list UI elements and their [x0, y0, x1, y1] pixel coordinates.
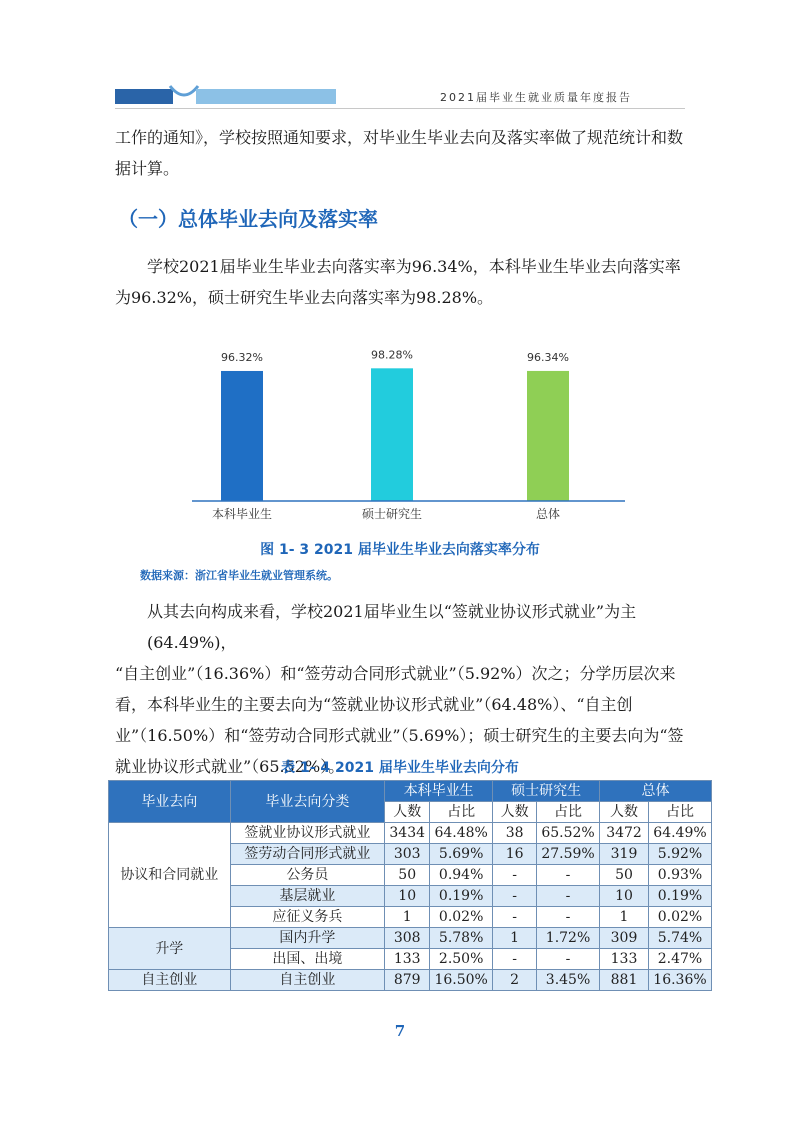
value-cell: 0.19%: [430, 886, 493, 907]
value-cell: 303: [385, 844, 430, 865]
value-cell: 5.78%: [430, 928, 493, 949]
value-cell: 10: [385, 886, 430, 907]
value-cell: -: [537, 949, 600, 970]
section-heading: （一）总体毕业去向及落实率: [118, 207, 378, 231]
value-cell: 0.94%: [430, 865, 493, 886]
category-cell: 签劳动合同形式就业: [230, 844, 385, 865]
table-caption: 表 1- 4 2021 届毕业生毕业去向分布: [281, 760, 519, 776]
subheader-ratio: 占比: [537, 802, 600, 823]
chart-data-label-1: 98.28%: [371, 348, 413, 362]
value-cell: 16: [493, 844, 537, 865]
value-cell: 308: [385, 928, 430, 949]
paragraph-rate: 学校2021届毕业生毕业去向落实率为96.34%，本科毕业生毕业去向落实率为96.32%，硕士研究生毕业去向落实率为98.28%。: [115, 257, 681, 307]
value-cell: 0.02%: [648, 907, 711, 928]
value-cell: 38: [493, 823, 537, 844]
page-number: 7: [394, 1022, 406, 1040]
value-cell: 133: [600, 949, 649, 970]
value-cell: -: [537, 865, 600, 886]
chart-data-label-0: 96.32%: [221, 350, 263, 364]
value-cell: 50: [385, 865, 430, 886]
table-row: [109, 928, 712, 949]
chart-bar-1: [371, 368, 413, 501]
value-cell: 1: [493, 928, 537, 949]
category-cell: 基层就业: [230, 886, 385, 907]
value-cell: 16.50%: [430, 970, 493, 991]
header-bar-dark: [115, 89, 173, 104]
header-master: 硕士研究生: [493, 781, 600, 802]
paragraph-composition-line1: 从其去向构成来看，学校2021届毕业生以“签就业协议形式就业”为主(64.49%)，: [147, 602, 637, 652]
bar-chart: [150, 330, 630, 525]
value-cell: 881: [600, 970, 649, 991]
header-bar-light: [196, 89, 336, 104]
value-cell: 1.72%: [537, 928, 600, 949]
chart-caption: 图 1- 3 2021 届毕业生毕业去向落实率分布: [260, 542, 540, 558]
value-cell: 309: [600, 928, 649, 949]
value-cell: -: [537, 907, 600, 928]
header-undergrad: 本科毕业生: [385, 781, 493, 802]
chart-bar-2: [527, 371, 569, 501]
paragraph-composition: [115, 596, 695, 782]
value-cell: 0.02%: [430, 907, 493, 928]
category-cell: 签就业协议形式就业: [230, 823, 385, 844]
value-cell: 16.36%: [648, 970, 711, 991]
category-cell: 出国、出境: [230, 949, 385, 970]
subheader-count: 人数: [493, 802, 537, 823]
value-cell: 3.45%: [537, 970, 600, 991]
value-cell: 133: [385, 949, 430, 970]
value-cell: 10: [600, 886, 649, 907]
chart-category-label-0: 本科毕业生: [211, 507, 273, 521]
value-cell: 65.52%: [537, 823, 600, 844]
value-cell: 2.50%: [430, 949, 493, 970]
chart-category-label-2: 总体: [535, 507, 561, 521]
category-cell: 公务员: [230, 865, 385, 886]
paragraph-composition-rest: “自主创业”（16.36%）和“签劳动合同形式就业”（5.92%）次之；分学历层次来看，本科毕业生的主要去向为“签就业协议形式就业”（64.48%）、“自主创业”（16.50%）和“签劳动合同形式就业”（5.69%）；硕士研究生的主要去向为“签就业协议形式就业”（65.52%）。: [115, 664, 684, 776]
value-cell: 1: [600, 907, 649, 928]
value-cell: -: [493, 886, 537, 907]
value-cell: 879: [385, 970, 430, 991]
subheader-ratio: 占比: [430, 802, 493, 823]
value-cell: 3434: [385, 823, 430, 844]
value-cell: 0.93%: [648, 865, 711, 886]
value-cell: 2.47%: [648, 949, 711, 970]
paragraph-top: 工作的通知》，学校按照通知要求，对毕业生毕业去向及落实率做了规范统计和数据计算。: [115, 128, 684, 178]
chart-data-label-2: 96.34%: [527, 350, 569, 364]
category-cell: 自主创业: [230, 970, 385, 991]
chart-bar-0: [221, 371, 263, 501]
subheader-count: 人数: [385, 802, 430, 823]
category-cell: 应征义务兵: [230, 907, 385, 928]
value-cell: 319: [600, 844, 649, 865]
table-row: [109, 823, 712, 844]
value-cell: -: [493, 865, 537, 886]
header-category: 毕业去向分类: [230, 781, 385, 823]
table-row: [109, 970, 712, 991]
value-cell: -: [493, 907, 537, 928]
chart-source: 数据来源：浙江省毕业生就业管理系统。: [140, 569, 338, 582]
value-cell: 2: [493, 970, 537, 991]
value-cell: -: [493, 949, 537, 970]
value-cell: 5.69%: [430, 844, 493, 865]
value-cell: 64.49%: [648, 823, 711, 844]
header-title: 2021届毕业生就业质量年度报告: [440, 91, 632, 104]
destination-table: [108, 780, 712, 991]
group-cell: 协议和合同就业: [109, 823, 231, 928]
chart-category-label-1: 硕士研究生: [361, 507, 423, 521]
subheader-count: 人数: [600, 802, 649, 823]
value-cell: 64.48%: [430, 823, 493, 844]
subheader-ratio: 占比: [648, 802, 711, 823]
value-cell: 5.74%: [648, 928, 711, 949]
header-destination: 毕业去向: [109, 781, 231, 823]
value-cell: -: [537, 886, 600, 907]
header-total: 总体: [600, 781, 712, 802]
header-rule: [115, 108, 685, 109]
value-cell: 50: [600, 865, 649, 886]
value-cell: 5.92%: [648, 844, 711, 865]
group-cell: 自主创业: [109, 970, 231, 991]
value-cell: 1: [385, 907, 430, 928]
category-cell: 国内升学: [230, 928, 385, 949]
value-cell: 0.19%: [648, 886, 711, 907]
value-cell: 27.59%: [537, 844, 600, 865]
group-cell: 升学: [109, 928, 231, 970]
value-cell: 3472: [600, 823, 649, 844]
